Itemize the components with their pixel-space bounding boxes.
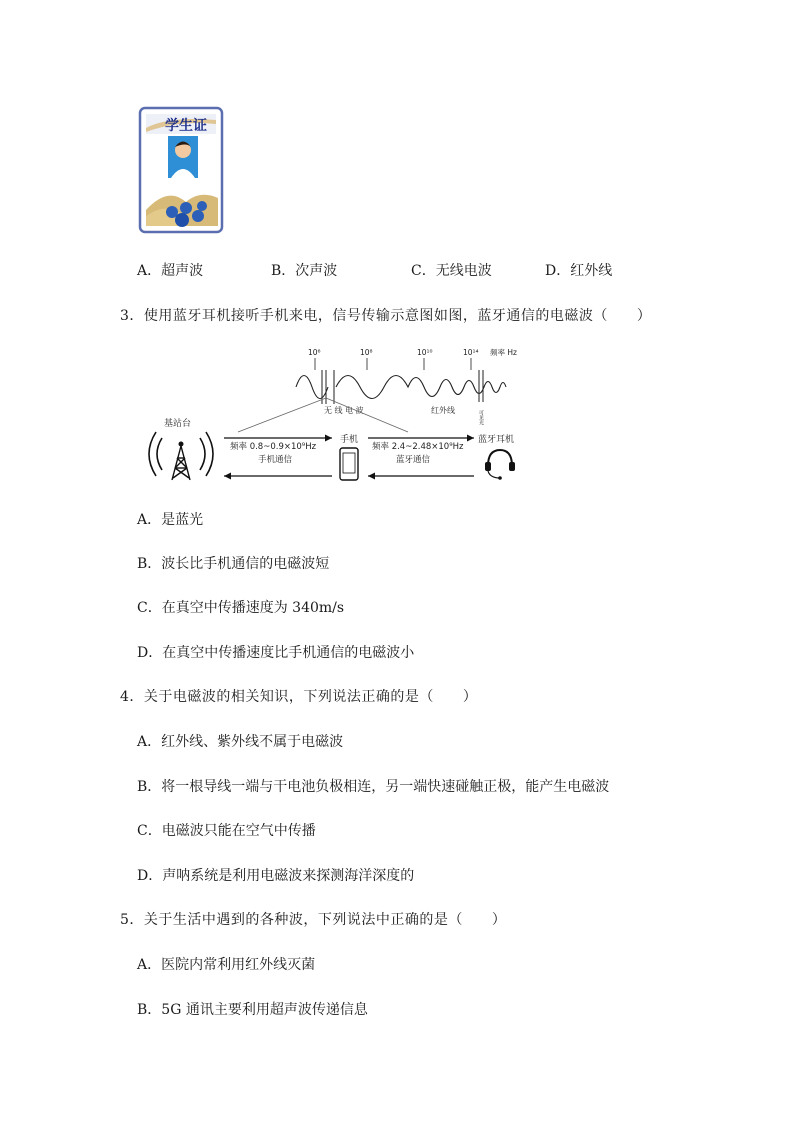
q4-option-d: D．声呐系统是利用电磁波来探测海洋深度的 bbox=[137, 868, 415, 884]
q4-option-a: A．红外线、紫外线不属于电磁波 bbox=[137, 734, 344, 750]
tick-1e10: 10¹⁰ bbox=[417, 348, 433, 357]
link1-name: 手机通信 bbox=[258, 455, 293, 465]
q5-option-a: A．医院内常利用红外线灭菌 bbox=[137, 957, 316, 973]
band-radio: 无 线 电 波 bbox=[324, 406, 364, 415]
q2-option-b: B．次声波 bbox=[271, 263, 338, 279]
q2-option-d: D．红外线 bbox=[545, 263, 613, 279]
q3-option-d: D．在真空中传播速度比手机通信的电磁波小 bbox=[137, 645, 415, 661]
q3-option-b: B．波长比手机通信的电磁波短 bbox=[137, 556, 330, 572]
link1-frequency: 频率 0.8~0.9×10⁹Hz bbox=[230, 442, 317, 452]
q2-option-c: C．无线电波 bbox=[411, 263, 492, 279]
band-visible: 可见光 bbox=[478, 410, 484, 425]
q4-option-b: B．将一根导线一端与干电池负极相连，另一端快速碰触正极，能产生电磁波 bbox=[137, 779, 610, 795]
card-title: 学生证 bbox=[165, 118, 207, 134]
spectrum-wave bbox=[296, 376, 506, 399]
base-station-icon bbox=[149, 432, 213, 476]
phone-label: 手机 bbox=[340, 435, 359, 445]
q2-option-a: A．超声波 bbox=[137, 263, 204, 279]
tick-1e14: 10¹⁴ bbox=[463, 348, 479, 357]
q4-stem: 4．关于电磁波的相关知识，下列说法正确的是（ ） bbox=[120, 689, 478, 705]
tick-1e8: 10⁸ bbox=[360, 348, 373, 357]
q3-option-c: C．在真空中传播速度为 340m/s bbox=[137, 600, 345, 616]
q4-option-c: C．电磁波只能在空气中传播 bbox=[137, 823, 316, 839]
base-station-label: 基站台 bbox=[164, 419, 192, 429]
headset-icon bbox=[485, 450, 515, 480]
q3-stem: 3．使用蓝牙耳机接听手机来电，信号传输示意图如图，蓝牙通信的电磁波（ ） bbox=[120, 308, 652, 324]
headset-label: 蓝牙耳机 bbox=[478, 435, 515, 445]
band-infrared: 红外线 bbox=[431, 406, 455, 415]
signal-diagram bbox=[138, 342, 528, 487]
link2-frequency: 频率 2.4~2.48×10⁹Hz bbox=[372, 442, 464, 452]
student-card-figure bbox=[138, 106, 226, 234]
q3-option-a: A．是蓝光 bbox=[137, 512, 204, 528]
q5-option-b: B．5G 通讯主要利用超声波传递信息 bbox=[137, 1002, 368, 1018]
axis-label: 频率 Hz bbox=[490, 348, 517, 357]
q5-stem: 5．关于生活中遇到的各种波，下列说法中正确的是（ ） bbox=[120, 912, 507, 928]
link2-name: 蓝牙通信 bbox=[396, 455, 431, 465]
tick-1e6: 10⁶ bbox=[308, 348, 321, 357]
